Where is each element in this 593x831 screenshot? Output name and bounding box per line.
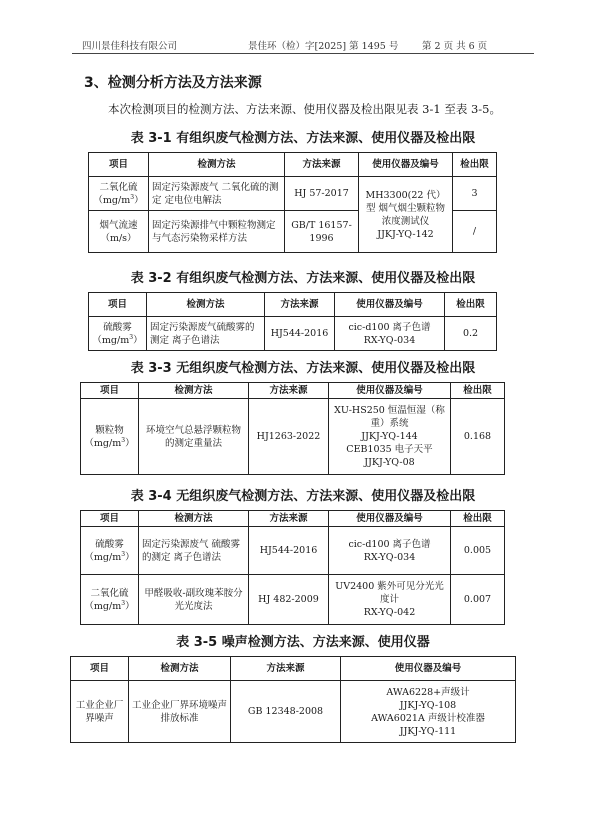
section-title: 3、检测分析方法及方法来源	[84, 75, 262, 91]
cell-instrument: MH3300(22 代）型 烟气烟尘颗粒物浓度测试仪 JJKJ-YQ-142	[359, 177, 453, 253]
col-method: 检测方法	[147, 293, 265, 317]
col-instrument: 使用仪器及编号	[335, 293, 445, 317]
table-row	[81, 399, 505, 475]
table4-header-row	[81, 511, 505, 527]
col-item: 项目	[81, 511, 139, 527]
cell-limit: 0.007	[451, 575, 505, 625]
table1	[88, 152, 497, 253]
cell-instrument: AWA6228+声级计 JJKJ-YQ-108 AWA6021A 声级计校准器 JJKJ-YQ-111	[341, 681, 516, 743]
table5-header-row	[71, 657, 516, 681]
header-company: 四川景佳科技有限公司	[82, 41, 178, 52]
col-limit: 检出限	[451, 383, 505, 399]
page-header	[72, 38, 534, 52]
cell-method: 工业企业厂界环境噪声排放标准	[129, 681, 231, 743]
table4	[80, 510, 505, 625]
col-method: 检测方法	[139, 511, 249, 527]
cell-source: GB/T 16157-1996	[285, 211, 359, 253]
cell-method: 固定污染源排气中颗粒物测定与气态污染物采样方法	[149, 211, 285, 253]
col-source: 方法来源	[249, 383, 329, 399]
table3-caption: 表 3-3 无组织废气检测方法、方法来源、使用仪器及检出限	[130, 361, 476, 376]
cell-instrument: XU-HS250 恒温恒湿（称重）系统 JJKJ-YQ-144 CEB1035 电子天平 JJKJ-YQ-08	[329, 399, 451, 475]
col-instrument: 使用仪器及编号	[341, 657, 516, 681]
col-source: 方法来源	[285, 153, 359, 177]
col-method: 检测方法	[129, 657, 231, 681]
cell-method: 固定污染源废气 二氧化硫的测定 定电位电解法	[149, 177, 285, 211]
cell-limit: 0.005	[451, 527, 505, 575]
table2-header-row	[89, 293, 497, 317]
table4-caption: 表 3-4 无组织废气检测方法、方法来源、使用仪器及检出限	[130, 489, 476, 504]
cell-source: HJ544-2016	[265, 317, 335, 351]
header-report-no: 景佳环（检）字[2025] 第 1495 号	[248, 41, 399, 52]
col-limit: 检出限	[453, 153, 497, 177]
col-item: 项目	[71, 657, 129, 681]
table5	[70, 656, 516, 743]
cell-limit: /	[453, 211, 497, 253]
cell-source: HJ 482-2009	[249, 575, 329, 625]
table1-caption: 表 3-1 有组织废气检测方法、方法来源、使用仪器及检出限	[130, 131, 476, 146]
cell-method: 固定污染源废气硫酸雾的测定 离子色谱法	[147, 317, 265, 351]
cell-source: GB 12348-2008	[231, 681, 341, 743]
table-row	[89, 317, 497, 351]
table1-header-row	[89, 153, 497, 177]
cell-source: HJ 57-2017	[285, 177, 359, 211]
table5-caption: 表 3-5 噪声检测方法、方法来源、使用仪器	[176, 635, 430, 650]
table3	[80, 382, 505, 475]
cell-method: 环境空气总悬浮颗粒物的测定重量法	[139, 399, 249, 475]
cell-limit: 3	[453, 177, 497, 211]
table-row	[81, 575, 505, 625]
col-source: 方法来源	[265, 293, 335, 317]
header-divider	[72, 53, 534, 54]
col-instrument: 使用仪器及编号	[329, 383, 451, 399]
col-method: 检测方法	[149, 153, 285, 177]
header-page: 第 2 页 共 6 页	[422, 41, 488, 52]
col-item: 项目	[89, 293, 147, 317]
col-instrument: 使用仪器及编号	[329, 511, 451, 527]
col-source: 方法来源	[249, 511, 329, 527]
table-row	[81, 527, 505, 575]
cell-item: 颗粒物 $(mg/m^3)$	[81, 399, 139, 475]
cell-method: 甲醛吸收-副玫瑰苯胺分光光度法	[139, 575, 249, 625]
cell-item: 二氧化硫 $(mg/m^3)$	[89, 177, 149, 211]
col-source: 方法来源	[231, 657, 341, 681]
cell-item: 硫酸雾 $(mg/m^3)$	[89, 317, 147, 351]
cell-source: HJ1263-2022	[249, 399, 329, 475]
table-row	[89, 177, 497, 211]
col-limit: 检出限	[445, 293, 497, 317]
table3-header-row	[81, 383, 505, 399]
table2	[88, 292, 497, 351]
table2-caption: 表 3-2 有组织废气检测方法、方法来源、使用仪器及检出限	[130, 271, 476, 286]
cell-instrument: cic-d100 离子色谱 RX-YQ-034	[335, 317, 445, 351]
col-item: 项目	[89, 153, 149, 177]
cell-item: 烟气流速 （m/s）	[89, 211, 149, 253]
cell-instrument: UV2400 紫外可见分光光度计 RX-YQ-042	[329, 575, 451, 625]
col-limit: 检出限	[451, 511, 505, 527]
cell-limit: 0.2	[445, 317, 497, 351]
cell-limit: 0.168	[451, 399, 505, 475]
col-item: 项目	[81, 383, 139, 399]
cell-instrument: cic-d100 离子色谱 RX-YQ-034	[329, 527, 451, 575]
col-instrument: 使用仪器及编号	[359, 153, 453, 177]
cell-item: 工业企业厂界噪声	[71, 681, 129, 743]
table-row	[71, 681, 516, 743]
cell-item: 硫酸雾 $(mg/m^3)$	[81, 527, 139, 575]
cell-source: HJ544-2016	[249, 527, 329, 575]
intro-paragraph: 本次检测项目的检测方法、方法来源、使用仪器及检出限见表 3-1 至表 3-5。	[108, 102, 502, 116]
cell-item: 二氧化硫 $(mg/m^3)$	[81, 575, 139, 625]
col-method: 检测方法	[139, 383, 249, 399]
cell-method: 固定污染源废气 硫酸雾的测定 离子色谱法	[139, 527, 249, 575]
